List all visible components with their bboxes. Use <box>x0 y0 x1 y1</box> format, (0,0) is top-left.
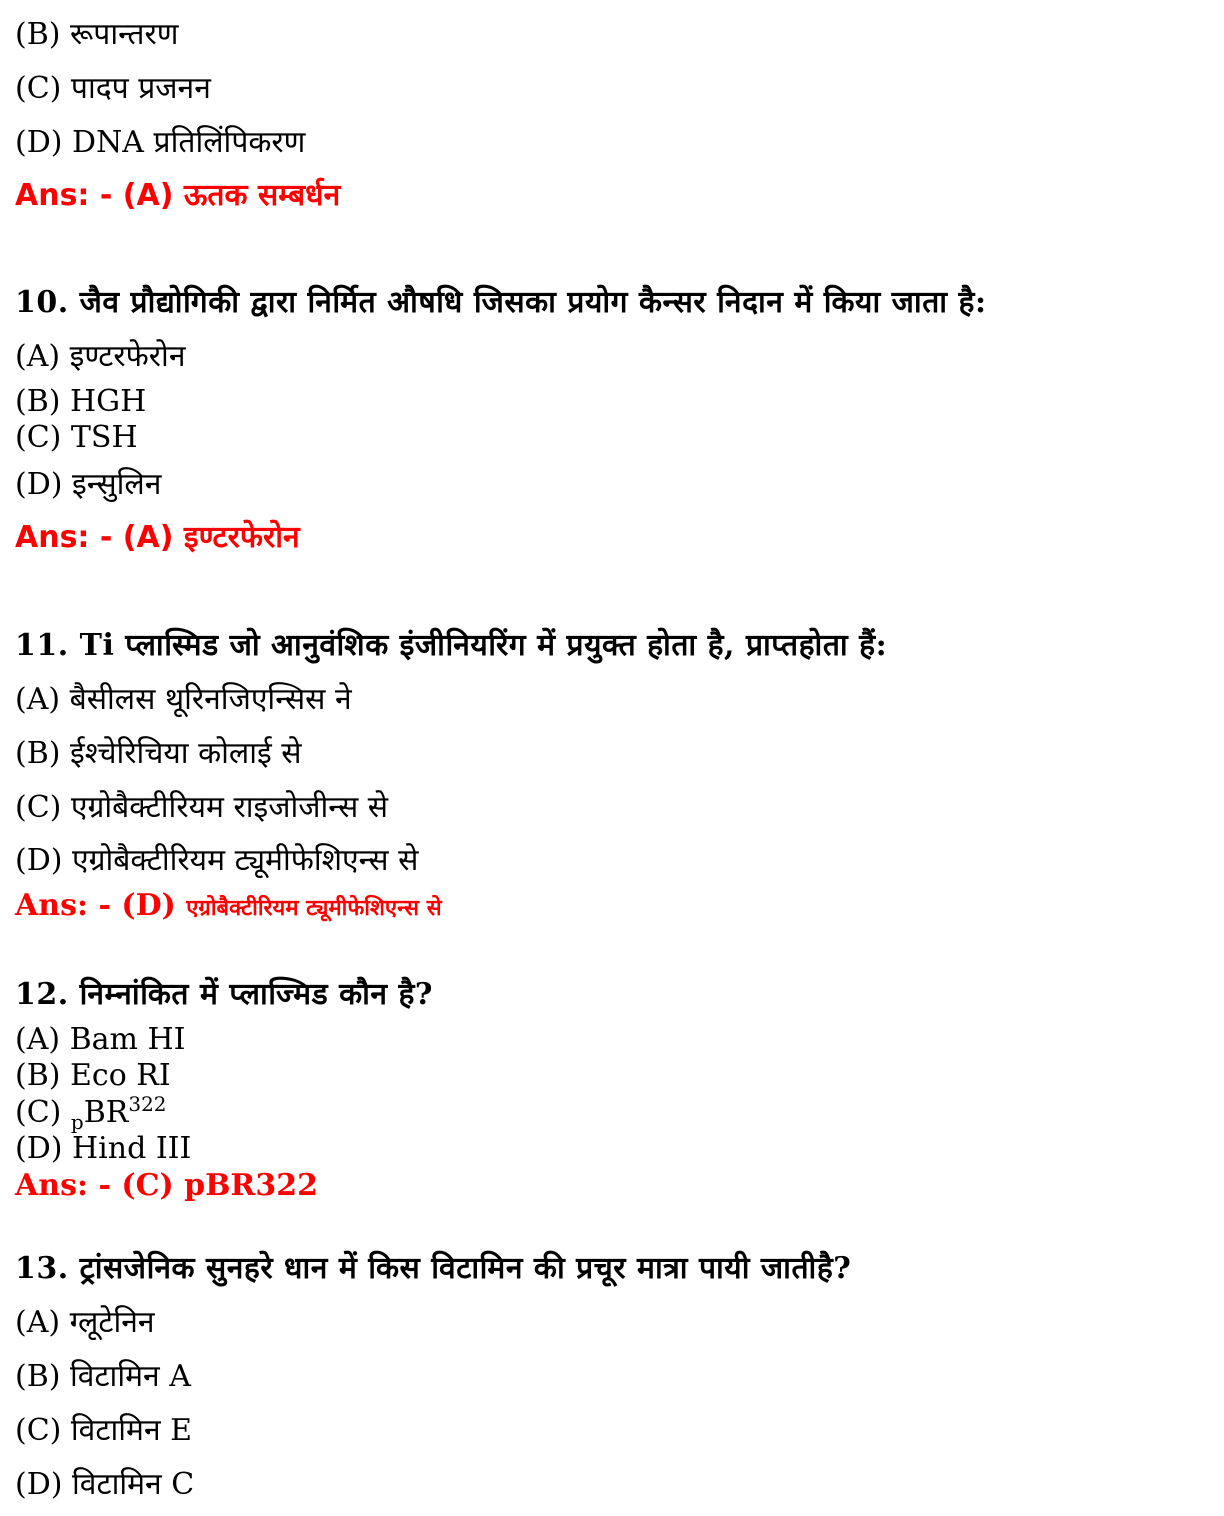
q10-question: 10. जैव प्रौद्योगिकी द्वारा निर्मित औषधि जिसका प्रयोग कैन्सर निदान में किया जाता है: <box>15 285 987 320</box>
q10-option-a: (A) इण्टरफेरोन <box>15 339 186 374</box>
q12-option-d: (D) Hind III <box>15 1131 192 1166</box>
q13-option-d: (D) विटामिन C <box>15 1467 195 1502</box>
q9-answer: Ans: - (A) ऊतक सम्बर्धन <box>15 178 341 213</box>
q9-option-d: (D) DNA प्रतिलिंपिकरण <box>15 125 306 160</box>
q9-option-c: (C) पादप प्रजनन <box>15 71 211 106</box>
q10-option-d: (D) इन्सुलिन <box>15 467 162 502</box>
q10-option-c: (C) TSH <box>15 420 138 455</box>
q12-option-c-sub: p <box>70 1110 84 1134</box>
q12-option-b: (B) Eco RI <box>15 1058 171 1093</box>
q9-option-b: (B) रूपान्तरण <box>15 17 179 52</box>
q12-question: 12. निम्नांकित में प्लाज्मिड कौन है? <box>15 977 433 1012</box>
q11-answer-text: एग्रोबैक्टीरियम ट्यूमीफेशिएन्स से <box>186 895 442 921</box>
q12-option-c-sup: 322 <box>128 1092 167 1116</box>
q11-option-a: (A) बैसीलस थूरिनजिएन्सिस ने <box>15 682 352 717</box>
q12-answer: Ans: - (C) pBR322 <box>15 1168 318 1203</box>
q11-answer-prefix: Ans: - (D) <box>15 888 187 923</box>
q10-answer: Ans: - (A) इण्टरफेरोन <box>15 520 300 555</box>
q13-option-c: (C) विटामिन E <box>15 1413 193 1448</box>
q13-option-b: (B) विटामिन A <box>15 1359 191 1394</box>
q11-option-b: (B) ईश्चेरिचिया कोलाई से <box>15 736 302 771</box>
q11-answer <box>15 886 442 928</box>
q11-question: 11. Ti प्लास्मिड जो आनुवंशिक इंजीनियरिंग में प्रयुक्त होता है, प्राप्तहोता हैं: <box>15 628 888 663</box>
q12-option-c-prefix: (C) <box>15 1095 71 1130</box>
q11-option-c: (C) एग्रोबैक्टीरियम राइजोजीन्स से <box>15 790 389 825</box>
q12-option-a: (A) Bam HI <box>15 1022 186 1057</box>
q13-option-a: (A) ग्लूटेनिन <box>15 1305 155 1340</box>
q12-option-c <box>15 1093 167 1133</box>
q10-option-b: (B) HGH <box>15 384 147 419</box>
q13-question: 13. ट्रांसजेनिक सुनहरे धान में किस विटामिन की प्रचूर मात्रा पायी जातीहै? <box>15 1251 852 1286</box>
q11-option-d: (D) एग्रोबैक्टीरियम ट्यूमीफेशिएन्स से <box>15 843 419 878</box>
q12-option-c-main: BR <box>83 1095 129 1130</box>
